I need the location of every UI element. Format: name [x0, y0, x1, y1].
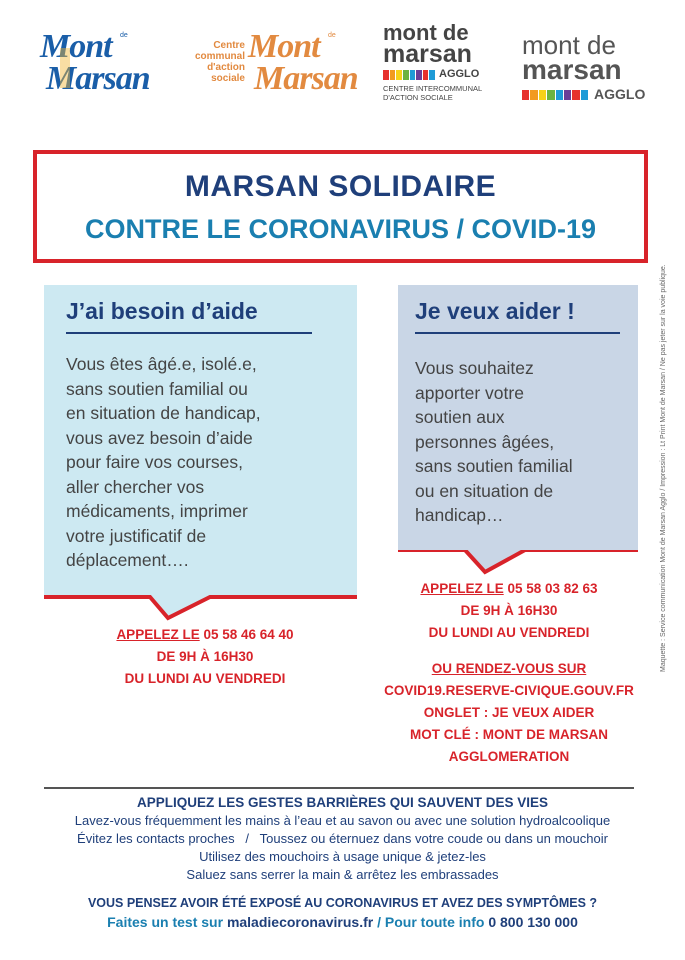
logo-word-de: de: [120, 32, 128, 39]
agglo-ccas-logo: mont de marsan AGGLO CENTRE INTERCOMMUNAL D'ACTION SOCIALE: [383, 20, 483, 102]
barrier-gestures: APPLIQUEZ LES GESTES BARRIÈRES QUI SAUVENT DES VIES Lavez-vous fréquemment les mains à l’eau et au savon ou avec une solution hydroalcoolique Évitez les contacts proches / Toussez ou éternuez dans votre coude ou dans un mouchoir Utilisez des mouchoirs à usage unique & jetez-les Saluez sans serrer la main & arrêtez les embrassades: [0, 795, 685, 884]
want-help-text: Vous souhaitez apporter votre soutien aux personnes âgées, sans soutien familial ou en situation de handicap…: [415, 358, 573, 525]
logo-word-de: de: [328, 32, 336, 39]
agglo-logo: mont de marsan AGGLO: [522, 30, 646, 102]
left-phone-number[interactable]: 05 58 46 64 40: [199, 627, 294, 642]
need-help-text: Vous êtes âgé.e, isolé.e, sans soutien familial ou en situation de handicap, vous avez besoin d’aide pour faire vos courses, aller chercher vos médicaments, imprimer votre justificatif de déplacement….: [66, 354, 261, 570]
ccas-label: Centre communal d'action sociale: [194, 40, 245, 84]
heading-rule: [415, 332, 620, 334]
page-subtitle: CONTRE LE CORONAVIRUS / COVID-19: [84, 214, 597, 244]
need-help-heading: J’ai besoin d’aide: [66, 298, 258, 324]
heading-rule: [66, 332, 312, 334]
right-phone-number[interactable]: 05 58 03 82 63: [503, 581, 598, 596]
print-credits: Maquette : Service communication Mont de Marsan Agglo / Impression : Lt Print Mont de Marsan / Ne pas jeter sur la voie publique.: [660, 264, 667, 672]
left-bubble-red-line: [44, 597, 357, 618]
logo-word-marsan: Marsan: [254, 60, 358, 97]
logo-word-marsan: Marsan: [46, 60, 150, 97]
logo-word-mont: Mont: [40, 28, 112, 65]
divider: [44, 787, 634, 789]
page-title: MARSAN SOLIDAIRE: [184, 170, 497, 203]
reserve-civique-link[interactable]: COVID19.RESERVE-CIVIQUE.GOUV.FR: [384, 683, 634, 698]
right-bubble-red-line: [398, 550, 638, 572]
right-call-info: APPELEZ LE 05 58 03 82 63 DE 9H À 16H30 DU LUNDI AU VENDREDI OU RENDEZ-VOUS SUR COVID19.RESERVE-CIVIQUE.GOUV.FR ONGLET : JE VEUX AIDER MOT CLÉ : MONT DE MARSAN AGGLOMERATION: [368, 578, 650, 768]
want-help-heading: Je veux aider !: [415, 298, 575, 324]
left-phone-line: APPELEZ LE 05 58 46 64 40: [116, 627, 294, 642]
logo-word-mont: Mont: [248, 28, 320, 65]
symptoms-question: VOUS PENSEZ AVOIR ÉTÉ EXPOSÉ AU CORONAVIRUS ET AVEZ DES SYMPTÔMES ?: [87, 896, 598, 910]
right-phone-line: APPELEZ LE 05 58 03 82 63: [420, 581, 598, 596]
maladiecoronavirus-link[interactable]: maladiecoronavirus.fr: [226, 914, 374, 930]
test-line: Faites un test sur maladiecoronavirus.fr / Pour toute info 0 800 130 000: [107, 914, 578, 930]
barrier-heading: APPLIQUEZ LES GESTES BARRIÈRES QUI SAUVENT DES VIES: [136, 795, 549, 810]
left-call-info: APPELEZ LE 05 58 46 64 40 DE 9H À 16H30 DU LUNDI AU VENDREDI: [60, 624, 350, 690]
info-phone-number[interactable]: 0 800 130 000: [488, 914, 578, 930]
symptoms-info: [0, 896, 685, 930]
